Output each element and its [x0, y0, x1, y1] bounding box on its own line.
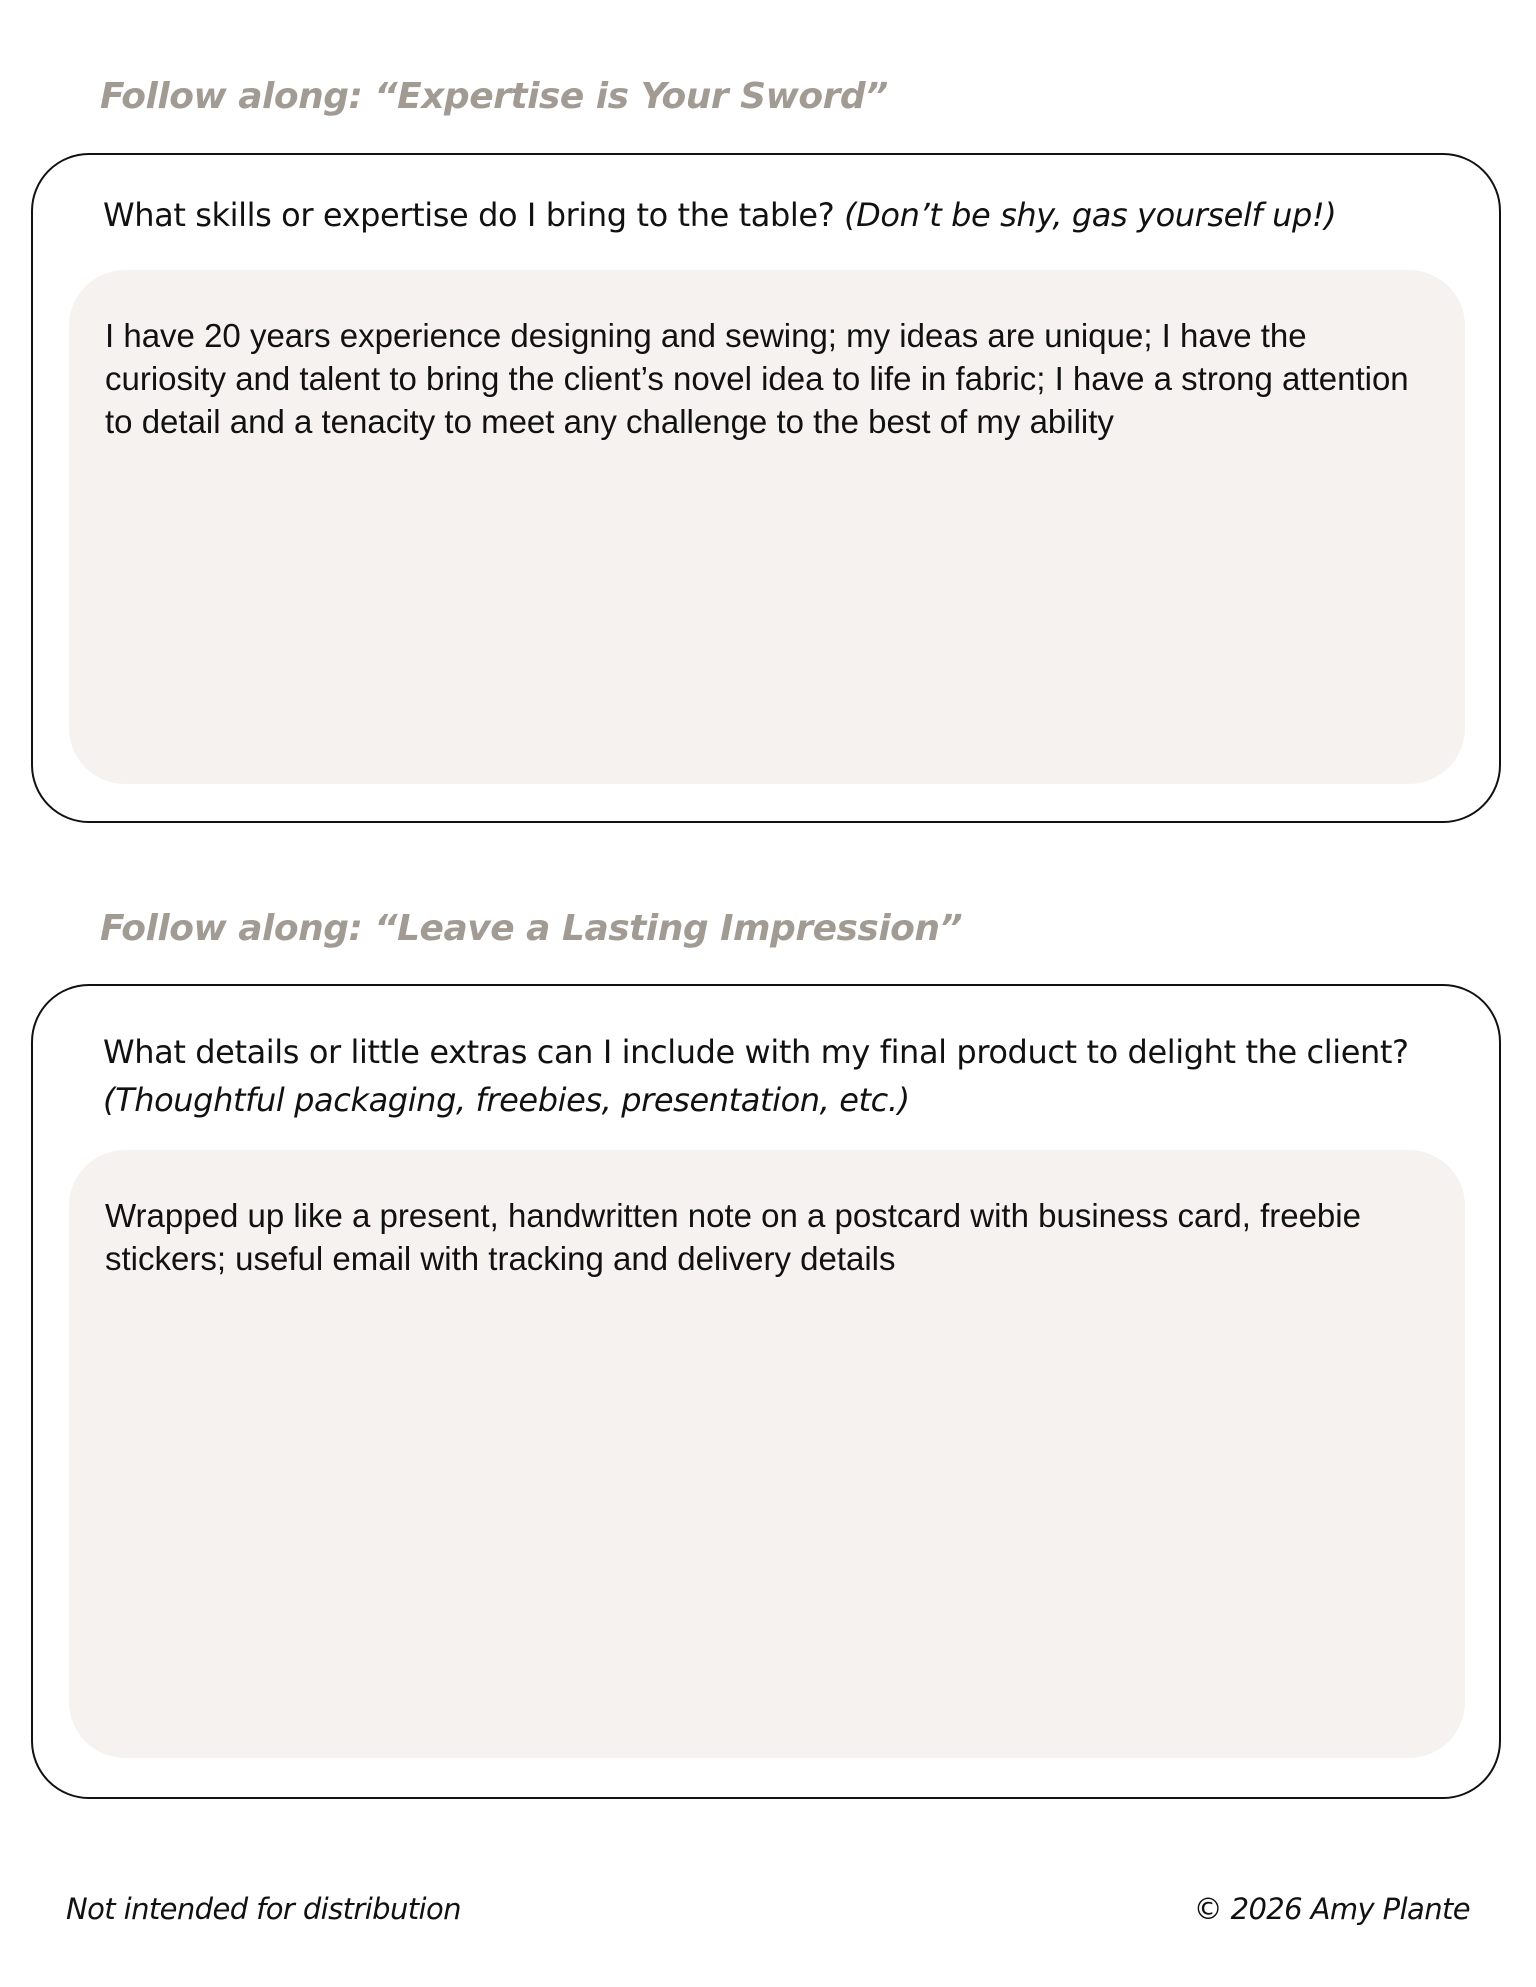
- impression-answer-text: Wrapped up like a present, handwritten note on a postcard with business card, freebie stickers; useful email with tracking and delivery details: [105, 1197, 1371, 1277]
- impression-prompt-text: What details or little extras can I include with my final product to delight the client?: [103, 1033, 1409, 1071]
- expertise-prompt-hint: (Don’t be shy, gas yourself up!): [844, 196, 1337, 234]
- footer-copyright: © 2026 Amy Plante: [1193, 1892, 1470, 1926]
- expertise-answer-box[interactable]: [69, 270, 1465, 784]
- expertise-prompt: [103, 191, 1439, 239]
- impression-answer-box[interactable]: [69, 1150, 1465, 1758]
- expertise-answer-text: I have 20 years experience designing and sewing; my ideas are unique; I have the curiosity and talent to bring the client’s novel idea to life in fabric; I have a strong attention to detail and a tenacity to meet any challenge to the best of my ability: [105, 317, 1418, 440]
- expertise-prompt-text: What skills or expertise do I bring to the table?: [103, 196, 845, 234]
- impression-prompt: [103, 1028, 1439, 1124]
- impression-card: [31, 984, 1501, 1799]
- impression-prompt-hint: (Thoughtful packaging, freebies, presentation, etc.): [103, 1081, 910, 1119]
- expertise-card: [31, 153, 1501, 823]
- section-heading-expertise: Follow along: “Expertise is Your Sword”: [100, 76, 888, 117]
- section-heading-impression: Follow along: “Leave a Lasting Impression”: [100, 908, 963, 949]
- footer-distribution-note: Not intended for distribution: [66, 1892, 461, 1926]
